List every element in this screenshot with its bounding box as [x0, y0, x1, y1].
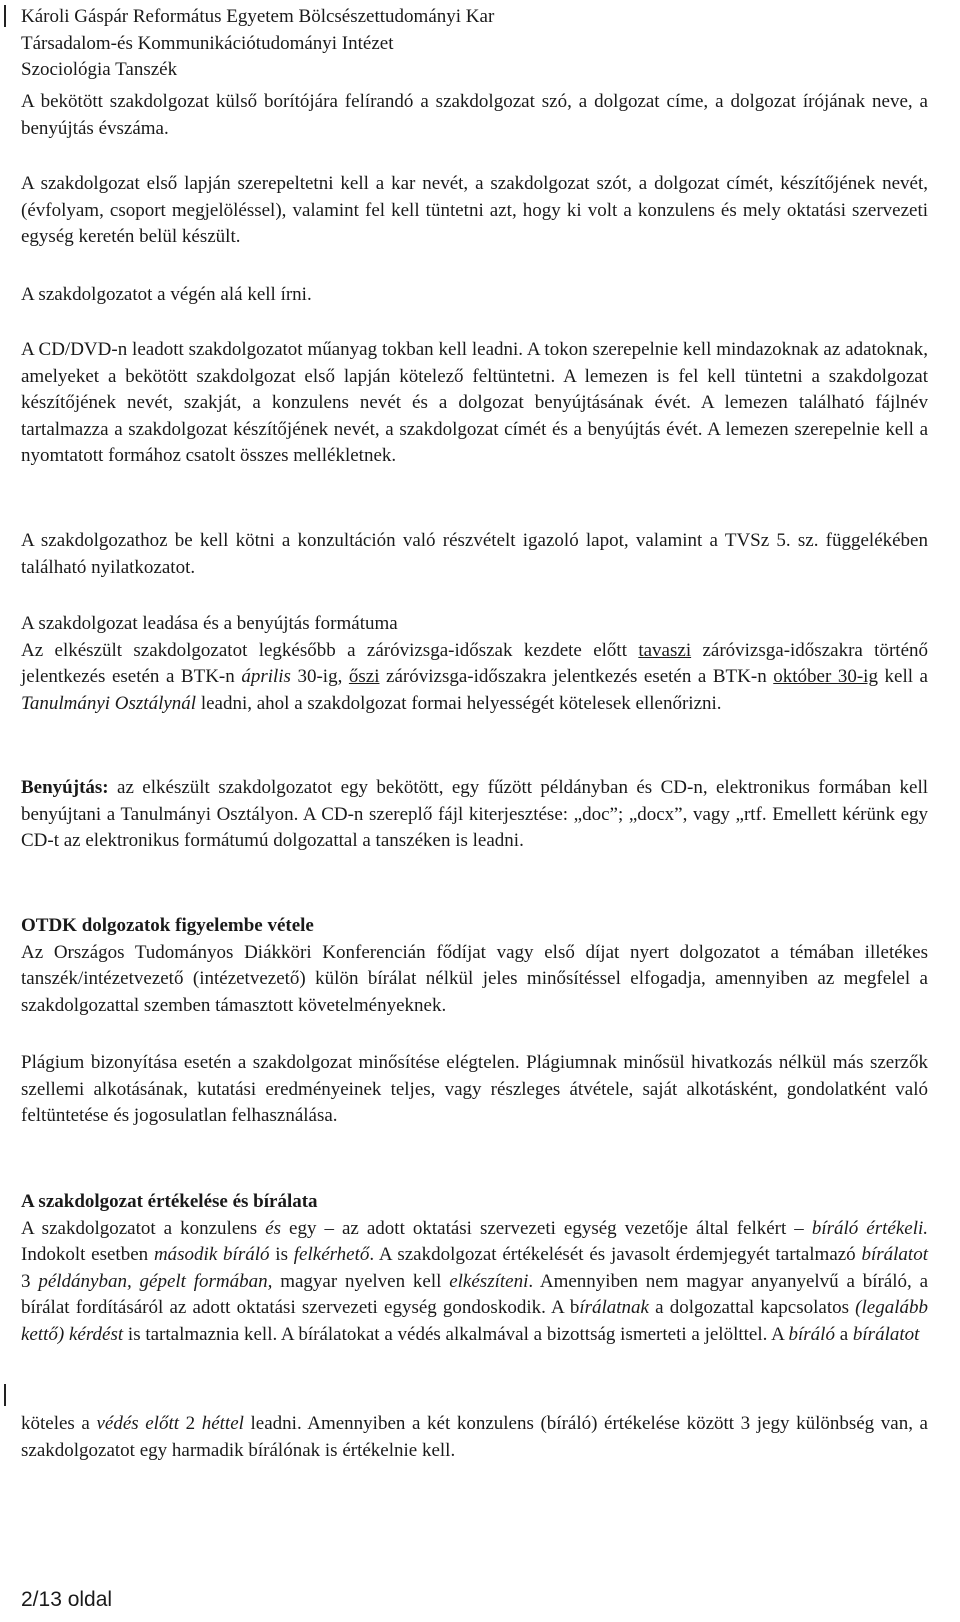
- paragraph-cd: [21, 337, 928, 470]
- paragraph-evaluation-continued: [21, 1411, 928, 1464]
- section-heading-otdk: OTDK dolgozatok figyelembe vétele: [21, 915, 314, 936]
- paragraph-cover-text: A bekötött szakdolgozat külső borítójára felírandó a szakdolgozat szó, a dolgozat címe, a dolgozat írójának neve, a benyújtás évszáma.: [21, 91, 928, 139]
- section-submission: [21, 611, 928, 717]
- paragraph-consultation-text: A szakdolgozathoz be kell kötni a konzultáción való részvételt igazoló lapot, valamint a TVSz 5. sz. függelékében található nyilatkozatot.: [21, 530, 928, 578]
- paragraph-consultation: [21, 528, 928, 581]
- header-line-university: Károli Gáspár Református Egyetem Bölcsészettudományi Kar: [21, 6, 495, 27]
- change-bar: [4, 5, 6, 27]
- paragraph-signature: [21, 282, 928, 309]
- section-evaluation: [21, 1189, 928, 1348]
- submission-text: Az elkészült szakdolgozatot legkésőbb a záróvizsga-időszak kezdete előtt tavaszi záróvizsga-időszakra történő jelentkezés esetén a BTK-n április 30-ig, őszi záróvizsga-időszakra jelentkezés esetén a BTK-n október 30-ig kell a Tanulmányi Osztálynál leadni, ahol a szakdolgozat formai helyességét kötelesek ellenőrizni.: [21, 639, 928, 714]
- section-heading-evaluation: A szakdolgozat értékelése és bírálata: [21, 1191, 318, 1212]
- benyujtas-label: Benyújtás:: [21, 777, 109, 798]
- change-bar: [4, 1384, 6, 1406]
- section-heading-submission: A szakdolgozat leadása és a benyújtás formátuma: [21, 613, 398, 634]
- paragraph-signature-text: A szakdolgozatot a végén alá kell írni.: [21, 284, 312, 305]
- paragraph-benyujtas: [21, 775, 928, 855]
- paragraph-first-page: [21, 171, 928, 251]
- otdk-text: Az Országos Tudományos Diákköri Konferencián fődíjat vagy első díjat nyert dolgozatot a témában illetékes tanszék/intézetvezető (intézetvezető) külön bírálat nélkül jeles minősítéssel elfogadja, amennyiben az megfelel a szakdolgozattal szemben támasztott követelményeknek.: [21, 941, 928, 1016]
- section-otdk: [21, 913, 928, 1019]
- paragraph-plagium-text: Plágium bizonyítása esetén a szakdolgozat minősítése elégtelen. Plágiumnak minősül hivatkozás nélkül más szerzők szellemi alkotásának, kutatási eredményeinek teljes, vagy részleges átvétele, saját alkotásként, gondolatként való feltüntetése és jogosulatlan felhasználása.: [21, 1052, 928, 1126]
- paragraph-plagium: [21, 1050, 928, 1130]
- paragraph-cd-text: A CD/DVD-n leadott szakdolgozatot műanyag tokban kell leadni. A tokon szerepelnie kell mindazoknak az adatoknak, amelyeket a bekötött szakdolgozat első lapján kötelező feltüntetni. A lemezen is fel kell tüntetni a szakdolgozat készítőjének nevét, szakját, a konzulens nevét és a dolgozat benyújtásának évét. A lemezen található fájlnév tartalmazza a szakdolgozat készítőjének nevét, a szakdolgozat címét és a benyújtás évét. A lemezen szerepelnie kell a nyomtatott formához csatolt összes mellékletnek.: [21, 339, 928, 466]
- evaluation-text: A szakdolgozatot a konzulens és egy – az adott oktatási szervezeti egység vezetője által felkért – bíráló értékeli. Indokolt esetben második bíráló is felkérhető. A szakdolgozat értékelését és javasolt érdemjegyét tartalmazó bírálatot 3 példányban, gépelt formában, magyar nyelven kell elkészíteni. Amennyiben nem magyar anyanyelvű a bíráló, a bírálat fordításáról az adott oktatási szervezeti egység gondoskodik. A bírálatnak a dolgozattal kapcsolatos (legalább kettő) kérdést is tartalmaznia kell. A bírálatokat a védés alkalmával a bizottság ismerteti a jelölttel. A bíráló a bírálatot: [21, 1217, 929, 1345]
- evaluation-continued-text: köteles a védés előtt 2 héttel leadni. Amennyiben a két konzulens (bíráló) értékelése között 3 jegy különbség van, a szakdolgozatot egy harmadik bírálónak is értékelnie kell.: [21, 1413, 928, 1461]
- header-block: [21, 4, 928, 84]
- header-line-department: Szociológia Tanszék: [21, 59, 178, 80]
- header-line-institute: Társadalom-és Kommunikációtudományi Intézet: [21, 32, 394, 54]
- benyujtas-text: Benyújtás: az elkészült szakdolgozatot egy bekötött, egy fűzött példányban és CD-n, elektronikus formában kell benyújtani a Tanulmányi Osztályon. A CD-n szereplő fájl kiterjesztése: „doc”; „docx”, vagy „rtf. Emellett kérünk egy CD-t az elektronikus formátumú dolgozattal a tanszéken is leadni.: [21, 777, 928, 851]
- paragraph-cover: [21, 89, 928, 142]
- paragraph-first-page-text: A szakdolgozat első lapján szerepeltetni kell a kar nevét, a szakdolgozat szót, a dolgozat címét, készítőjének nevét, (évfolyam, csoport megjelöléssel), valamint fel kell tüntetni azt, hogy ki volt a konzulens és mely oktatási szervezeti egység keretén belül készült.: [21, 173, 928, 247]
- page-number: 2/13 oldal: [21, 1588, 113, 1611]
